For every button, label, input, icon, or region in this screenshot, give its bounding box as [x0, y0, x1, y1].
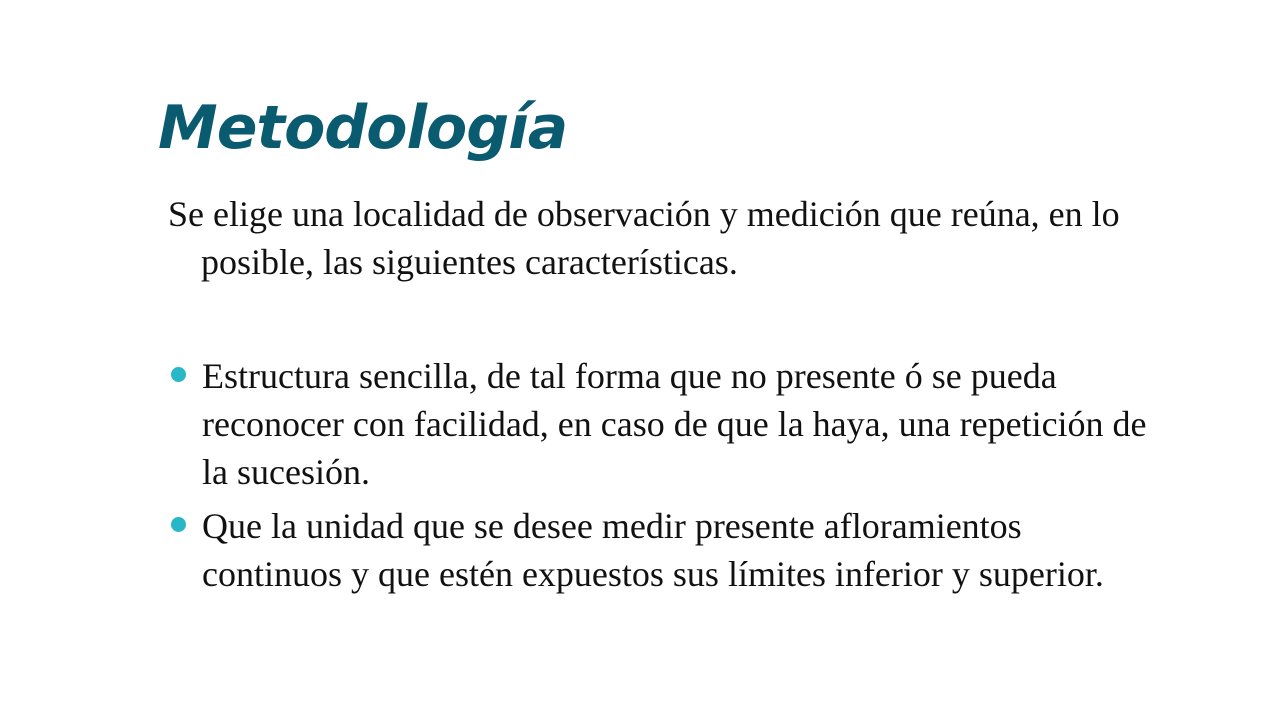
- bullet-item: [168, 502, 1148, 598]
- bullet-text: Estructura sencilla, de tal forma que no presente ó se pueda reconocer con facilidad, en caso de que la haya, una repetición de la sucesión.: [202, 356, 1147, 492]
- bullet-dot-icon: [171, 517, 186, 532]
- bullet-dot-icon: [171, 367, 186, 382]
- intro-paragraph: Se elige una localidad de observación y medición que reúna, en lo posible, las siguientes características.: [168, 194, 1120, 282]
- slide-title: Metodología: [158, 93, 568, 163]
- bullet-text: Que la unidad que se desee medir presente afloramientos continuos y que estén expuestos sus límites inferior y superior.: [202, 506, 1104, 594]
- bullet-item: [168, 352, 1148, 496]
- bullet-list: [168, 352, 1148, 604]
